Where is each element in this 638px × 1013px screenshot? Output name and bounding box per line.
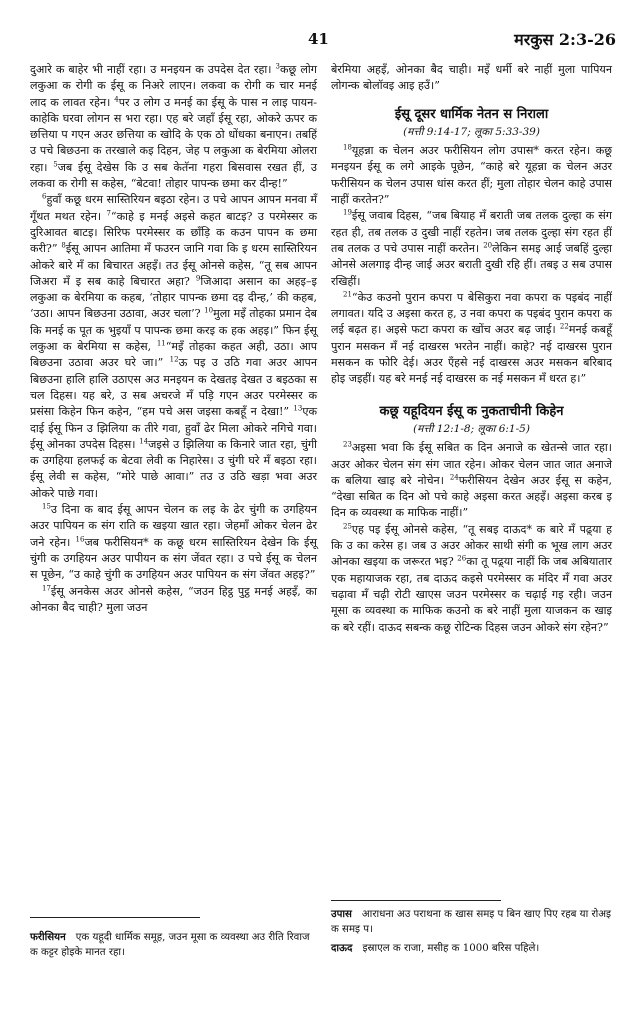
footnotes-left	[30, 930, 315, 960]
footnote-text: एक यहूदी धार्मिक समूह, जउन मूसा क व्यवस्था अउ रीति रिवाज क कट्टर होइके मानत रहा।	[30, 932, 310, 958]
verse-number: 11	[156, 339, 166, 348]
section-heading: कछू यहूदियन ईसू क नुकताचीनी किहेन	[379, 403, 564, 419]
verse-number: 4	[114, 94, 119, 103]
verse-paragraph	[331, 522, 612, 636]
footnote	[331, 941, 612, 956]
verse-number: 21	[343, 290, 352, 299]
verse-text: पर उ लोग उ मनई का ईसू के पास न लाइ पायन-काहेकि घरवा लोगन स भरा रहा। एह बरे जहाँ ईसू रहा, ओकरे ऊपर क छत्तिया प गएन अउर छत्तिया क खोदि के एक ठो धोंधका बनाएन। तबहिं उ पचे बिछउना क तरखाले कइ दिहन, जेह प लकुआ क बेरमिया ओलरा रहा।	[30, 95, 317, 174]
verse-text: फरीसियन देखेन अउर ईसू स कहेन, “देखा सबित क दिन ओ पचे काहे अइसा करत अहइँ। अइसा करब इ दिन क व्यवस्था क माफिक नाहीं।”	[331, 473, 612, 520]
footnote-text: आराधना अउ पराथना क खास समइ प बिन खाए पिए रहब या रोअइ क समइ प।	[331, 909, 612, 935]
verse-paragraph	[331, 440, 612, 521]
verse-paragraph	[331, 62, 612, 95]
verse-number: 23	[343, 440, 352, 449]
verse-number: 5	[53, 160, 58, 169]
footnote-divider	[331, 900, 501, 901]
verse-text: जइसे उ झिलिया क किनारे जात रहा, चुंगी क उगहिया हलफई क बेटवा लेवी क निहारेस। उ चुंगी घरे मँ बइठा रहा। ईसू लेवी स कहेस, “मोरे पाछे आवा।” तउ उ उठि खड़ा भवा अउर ओकरे पाछे गवा।	[30, 437, 317, 500]
verse-number: 15	[42, 502, 51, 511]
verse-number: 20	[483, 241, 493, 250]
verse-text: ईसू जवाब दिहस, “जब बियाह मँ बराती जब तलक दुल्हा क संग रहत ही, तब तलक उ दुखी नाहीं रहतेन। जब तलक दुल्हा संग रहत हीं तब तलक उ पचे उपास नाहीं करतेन।	[331, 209, 612, 255]
verse-number: 14	[139, 437, 149, 446]
verse-text: लेकिन समइ आई जबहिं दुल्हा ओनसे अलगाइ दीन्ह जाई अउर बराती दुखी रहि हीं। तबइ उ सब उपास रखिहीं।	[331, 241, 612, 288]
section-body	[331, 143, 612, 387]
verse-text: बेरमिया अहइँ, ओनका बैद चाही। मइँ धर्मी बरे नाहीं मुला पापियन लोगन्क बोलॉवइ आइ हउँ।”	[331, 63, 612, 93]
verse-number: 19	[343, 208, 352, 217]
verse-text: ईसू आपन आतिमा मँ फउरन जानि गवा कि इ धरम सास्तिरियन ओकरे बारे मँ का बिचारत अहइँ। तउ ईसू ओनसे कहेस, “तू सब आपन जिअरा मँ इ सब काहे बिचारत अहा?	[30, 242, 318, 288]
footnote	[331, 907, 612, 937]
section-cross-reference: (मत्ती 12:1-8; लूका 6:1-5)	[413, 422, 530, 435]
verse-paragraph	[331, 208, 612, 289]
verse-number: 26	[457, 554, 467, 563]
verse-paragraph	[30, 62, 317, 192]
footnote-text: इस्राएल क राजा, मसीह क 1000 बरिस पहिले।	[362, 943, 540, 954]
verse-number: 3	[275, 62, 280, 71]
verse-text: मुला मइँ तोहका प्रमान देब कि मनई क पूत क भुइयाँ प पापन्क छमा करइ क हक अहइ।” फिन ईसू लकुआ क बेरमिया स कहेस,	[30, 307, 317, 354]
verse-number: 24	[449, 473, 459, 482]
verse-number: 18	[343, 143, 352, 152]
section-cross-reference: (मत्ती 9:14-17; लूका 5:33-39)	[403, 125, 540, 138]
verse-text: एक दाई ईसू फिन उ झिलिया क तीरे गवा, हुवाँ ढेर मिला ओकरे नगिचे गवा। ईसू ओनका उपदेस दिहस।	[30, 405, 317, 451]
verse-paragraph	[331, 143, 612, 208]
verse-number: 9	[195, 274, 201, 283]
verse-paragraph	[30, 502, 317, 583]
footnote	[30, 930, 315, 960]
verse-text: यूहन्ना क चेलन अउर फरीसियन लोग उपास* करत रहेन। कछू मनइयन ईसू क लगे आइके पूछेन, “काहे बरे यूहन्ना क चेलन अउर फरीसियन क चेलन उपास धांस करत हीं; मुला तोहार चेलन काहे उपास नाहीं करतेन?”	[331, 144, 612, 207]
verse-text: का तू पढ़्या नाहीं कि जब अबियातार एक महायाजक रहा, तब दाऊद कइसे परमेस्सर क मंदिर मँ गवा अउर चढ़ावा मँ चढ़ी रोटी खाएस जउन परमेस्सर क चढ़ाई गइ रही। जउन मूसा क व्यवस्था क माफिक कउनो क बरे नाहीं मुला याजकन क खाइ क बरे रहीं। दाऊद सबन्क कछू रोटिन्क दिहस जउन ओकरे संग रहेन?”	[331, 555, 612, 634]
footnote-divider	[30, 917, 200, 918]
verse-paragraph	[30, 584, 317, 617]
section-body	[331, 440, 612, 636]
verse-number: 10	[204, 306, 214, 315]
running-header-reference: मरकुस 2:3-26	[514, 30, 616, 49]
verse-text: उ दिना क बाद ईसू आपन चेलन क लइ के ढेर चुंगी क उगहियन अउर पापियन क संग राति क खइया खात रहा। जेहमाँ ओकर चेलन ढेर जने रहेन।	[30, 503, 317, 549]
verse-number: 12	[169, 355, 179, 364]
page-number: 41	[308, 30, 329, 48]
verse-text: ईसू अनकेस अउर ओनसे कहेस, “जउन हिट्ठ पुट्ठ मनई अहइँ, का ओनका बैद चाही? मुला जउन	[30, 584, 317, 614]
section-heading: ईसू दूसर धार्मिक नेतन स निराला	[394, 106, 549, 122]
footnote-term: उपास	[331, 908, 352, 920]
verse-number: 8	[61, 241, 66, 250]
footnote-term: फरीसियन	[30, 931, 66, 943]
verse-number: 17	[42, 583, 51, 592]
verse-text: एह पइ ईसू ओनसे कहेस, “तू सबइ दाऊद* क बारे मँ पढ़्या ह कि उ का करेस ह। जब उ अउर ओकर साथी संगी क भूख लाग अउर ओनका खइया क जरूरत भइ?	[331, 522, 612, 569]
left-column	[30, 62, 317, 616]
verse-text: जिआदा असान का अहइ–इ लकुआ क बेरमिया क कहब, ‘तोहार पापन्क छमा दइ दीन्ह,’ की कहब, ‘उठा। आपन बिछउना उठावा, अउर चला’?	[30, 274, 317, 321]
verse-number: 13	[293, 404, 303, 413]
verse-text: “केउ कउनो पुरान कपरा प बेसिकुरा नवा कपरा क पइबंद नाहीं लगावत। यदि उ अइसा करत ह, उ नवा कपरा क पइबंद पुरान कपरा क लई बढ़त ह। अइसे फटा कपरा क खोंच अउर बढ़ जाई।	[331, 290, 612, 337]
footnote-term: दाऊद	[331, 942, 353, 954]
verse-number: 22	[559, 322, 569, 331]
verse-text: हुवाँ कछू धरम सास्तिरियन बइठा रहेन। उ पचे आपन आपन मनवा मँ गूँथत मथत रहेन।	[30, 193, 317, 223]
verse-text: जब फरीसियन* क कछू धरम सास्तिरियन देखेन कि ईसू चुंगी क उगहियन अउर पापीयन क संग जेंवत रहा। उ पचे ईसू क चेलन स पूछेन, “उ काहे चुंगी क उगहियन अउर पापियन क संग जेंवत अहइ?”	[30, 535, 318, 582]
footnotes-right	[331, 907, 612, 956]
right-top-paragraph	[331, 62, 612, 95]
verse-number: 7	[106, 208, 111, 217]
right-column	[331, 62, 612, 636]
verse-text: जब ईसू देखेस कि उ सब केतॅना गहरा बिसवास रखत हीं, उ लकवा क रोगी स कहेस, “बेटवा! तोहार पापन्क छमा कर दीन्ह!”	[30, 160, 317, 191]
verse-text: मनई कबहूँ पुरान मसकन मँ नई दाखरस भरतेन नाहीं। काहे? नई दाखरस पुरान मसकन क फोरि देई। अउर एँहसे नई दाखरस अउर मसकन बरिबाद होइ जइहीं। यह बरे मनई नई दाखरस क नई मसकन मँ धरत ह।”	[331, 323, 613, 386]
verse-text: ऊ पइ उ उठि गवा अउर आपन बिछउना हालि हालि उठाएस अउ मनइयन क देखतइ देखत उ बइठका स चल दिहस। यह बरे, उ सब अचरजे मँ पड़ि गएन अउर परमेस्सर क प्रसंसा किहेन फिन कहेन, “हम पचे अस जइसा कबहूँ न देखा!”	[30, 356, 317, 419]
verse-text: “काहे इ मनई अइसे कहत बाटइ? उ परमेस्सर क दुरिआवत बाटइ। सिरिफ परमेस्सर क छाँड़ि क कउन पापन क छमा करी?”	[30, 209, 317, 256]
verse-number: 6	[42, 192, 47, 201]
verse-number: 16	[75, 534, 85, 543]
verse-text: कछू लोग लकुआ क रोगी क ईसू क निअरे लाएन। लकवा क रोगी क चार मनई लाद क लावत रहेन।	[30, 63, 317, 109]
verse-text: “मइँ तोहका कहत अही, उठा। आप बिछउना उठावा अउर घरे जा।”	[30, 340, 317, 370]
verse-paragraph	[331, 290, 612, 388]
verse-number: 25	[343, 522, 352, 531]
verse-paragraph	[30, 192, 317, 502]
verse-text: दुआरे क बाहेर भी नाहीं रहा। उ मनइयन क उपदेस देत रहा।	[30, 63, 276, 76]
verse-text: अइसा भवा कि ईसू सबित क दिन अनाजे क खेतन्से जात रहा। अउर ओकर चेलन संग संग जात रहेन। ओकर चेलन जात जात अनाजे क बलिया खाइ बरे नोचेन।	[331, 441, 612, 487]
